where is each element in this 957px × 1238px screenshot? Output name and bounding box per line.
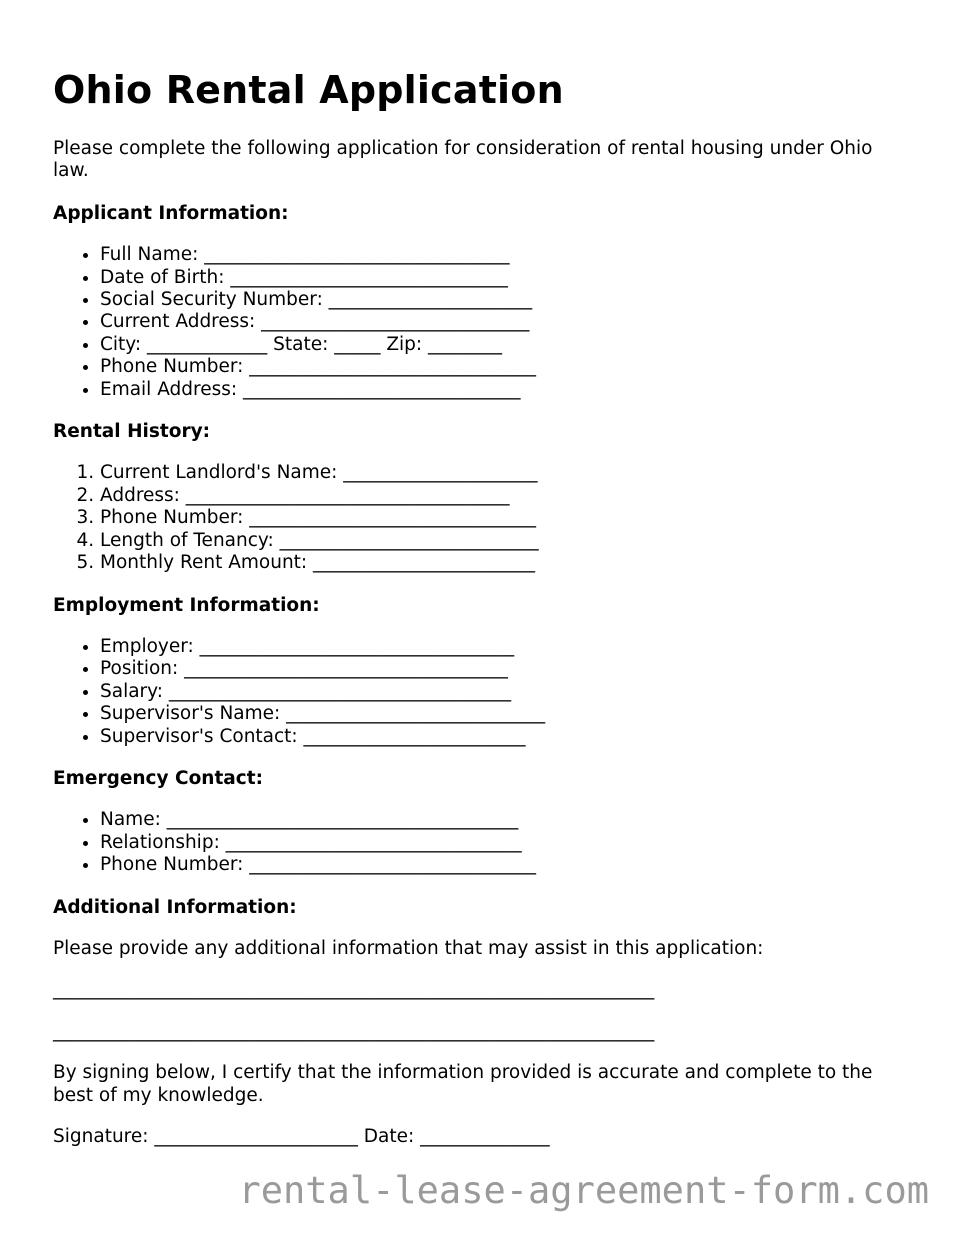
rental-history-list	[53, 462, 903, 574]
certification-text: By signing below, I certify that the information provided is accurate and complete to the best of my knowledge.	[53, 1062, 873, 1106]
landlord-address-field[interactable]: 2. Address: ___________________________________	[100, 485, 903, 507]
additional-line-2[interactable]: _________________________________________________________________	[53, 1020, 655, 1042]
additional-heading: Additional Information:	[53, 896, 297, 918]
emergency-phone-field[interactable]: • Phone Number: _______________________________	[100, 854, 903, 876]
applicant-email-field[interactable]: • Email Address: ______________________________	[100, 379, 903, 401]
supervisor-name-field[interactable]: • Supervisor's Name: ____________________________	[100, 703, 903, 725]
applicant-heading: Applicant Information:	[53, 202, 289, 224]
signature-date-field[interactable]: Signature: ______________________ Date: ______________	[53, 1126, 550, 1147]
landlord-name-field[interactable]: 1. Current Landlord's Name: _____________________	[100, 462, 903, 484]
rental-history-heading: Rental History:	[53, 421, 211, 443]
salary-field[interactable]: • Salary: _____________________________________	[100, 681, 903, 703]
emergency-relationship-field[interactable]: • Relationship: ________________________________	[100, 832, 903, 854]
landlord-phone-field[interactable]: 3. Phone Number: _______________________________	[100, 507, 903, 529]
page-title: Ohio Rental Application	[53, 68, 564, 112]
watermark: rental-lease-agreement-form.com	[238, 1169, 929, 1212]
employment-list	[53, 636, 903, 748]
applicant-full-name-field[interactable]: • Full Name: _________________________________	[100, 244, 903, 266]
monthly-rent-field[interactable]: 5. Monthly Rent Amount: ________________________	[100, 552, 903, 574]
applicant-ssn-field[interactable]: • Social Security Number: ______________________	[100, 289, 903, 311]
applicant-city-state-zip-field[interactable]: • City: _____________ State: _____ Zip: ________	[100, 334, 903, 356]
tenancy-length-field[interactable]: 4. Length of Tenancy: ____________________________	[100, 530, 903, 552]
supervisor-contact-field[interactable]: • Supervisor's Contact: ________________________	[100, 726, 903, 748]
applicant-list	[53, 244, 903, 401]
additional-line-1[interactable]: _________________________________________________________________	[53, 979, 655, 1001]
document-page	[53, 62, 903, 1148]
additional-intro: Please provide any additional information that may assist in this application:	[53, 937, 764, 959]
applicant-address-field[interactable]: • Current Address: _____________________________	[100, 311, 903, 333]
applicant-dob-field[interactable]: • Date of Birth: ______________________________	[100, 267, 903, 289]
intro-paragraph: Please complete the following application for consideration of rental housing under Ohio law.	[53, 138, 873, 182]
employment-heading: Employment Information:	[53, 594, 320, 616]
emergency-list	[53, 809, 903, 876]
applicant-phone-field[interactable]: • Phone Number: _______________________________	[100, 356, 903, 378]
emergency-name-field[interactable]: • Name: ______________________________________	[100, 809, 903, 831]
employer-field[interactable]: • Employer: __________________________________	[100, 636, 903, 658]
emergency-heading: Emergency Contact:	[53, 767, 264, 789]
position-field[interactable]: • Position: ___________________________________	[100, 658, 903, 680]
